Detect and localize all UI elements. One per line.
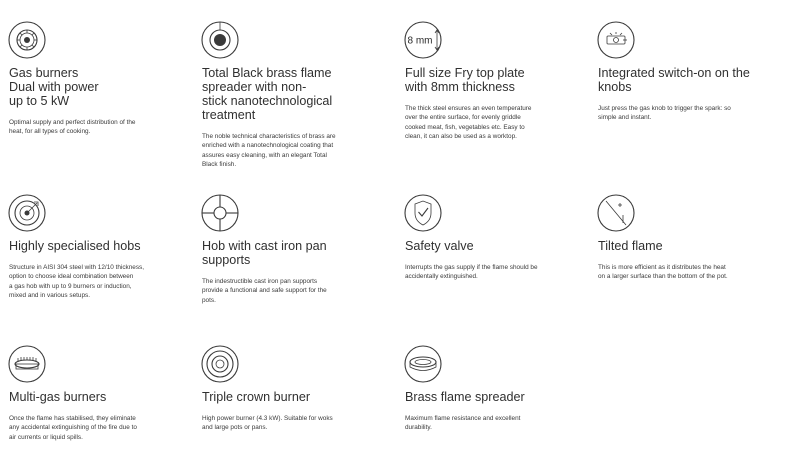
feature-tilted-flame [598,193,788,282]
feature-description: Interrupts the gas supply if the flame should be accidentally extinguished. [405,264,538,281]
feature-specialised-hobs [9,193,199,301]
feature-flame-spreader [202,20,392,170]
feature-safety-valve [405,193,595,282]
safety-shield-icon [403,193,443,233]
feature-title: Gas burners Dual with power up to 5 kW [9,66,99,108]
feature-title: Integrated switch-on on the knobs [598,66,750,94]
feature-description: Once the flame has stabilised, they eliminate any accidental extinguishing of the fire due to air currents or liquid spills. [9,415,137,441]
cast-iron-support-icon [200,193,240,233]
feature-description: The noble technical characteristics of brass are enriched with a nanotechnological coating that assures easy cleaning, with an elegant Total Black finish. [202,133,336,169]
knob-spark-icon [596,20,636,60]
multi-gas-burner-icon [7,344,47,384]
feature-title: Tilted flame [598,239,663,253]
feature-title: Multi-gas burners [9,390,107,404]
feature-gas-burners [9,20,199,137]
feature-multi-gas [9,344,199,442]
feature-title: Total Black brass flame spreader with non- stick nanotechnological treatment [202,66,333,122]
feature-cast-iron [202,193,392,305]
gas-burner-icon [7,20,47,60]
triple-crown-icon [200,344,240,384]
feature-switch-on [598,20,788,123]
feature-title: Safety valve [405,239,474,253]
feature-description: The thick steel ensures an even temperature over the entire surface, for evenly griddle cooked meat, fish, vegetables etc. Easy to clean, it can also be used as a worktop. [405,105,532,141]
feature-description: Just press the gas knob to trigger the spark: so simple and instant. [598,105,731,122]
feature-triple-crown [202,344,392,433]
feature-description: The indestructible cast iron pan supports provide a functional and safe support for the pots. [202,278,327,304]
target-hob-icon [7,193,47,233]
brass-spreader-icon [403,344,443,384]
feature-description: This is more efficient as it distributes the heat on a larger surface than the bottom of the pot. [598,264,728,281]
feature-brass-spreader [405,344,595,433]
feature-description: Optimal supply and perfect distribution of the heat, for all types of cooking. [9,119,136,136]
icon-label: 8 mm [407,35,433,47]
feature-title: Highly specialised hobs [9,239,141,253]
thickness-8mm-icon [403,20,443,60]
feature-fry-top [405,20,595,142]
feature-description: Structure in AISI 304 steel with 12/10 thickness, option to choose ideal combination between a gas hob with up to 9 burners or induction, mixed and in various setups. [9,264,144,300]
feature-description: High power burner (4.3 kW). Suitable for woks and large pots or pans. [202,415,333,432]
feature-title: Full size Fry top plate with 8mm thickness [405,66,525,94]
feature-title: Brass flame spreader [405,390,525,404]
tilted-flame-icon [596,193,636,233]
feature-title: Triple crown burner [202,390,311,404]
flame-spreader-icon [200,20,240,60]
feature-title: Hob with cast iron pan supports [202,239,327,267]
feature-description: Maximum flame resistance and excellent durability. [405,415,521,432]
